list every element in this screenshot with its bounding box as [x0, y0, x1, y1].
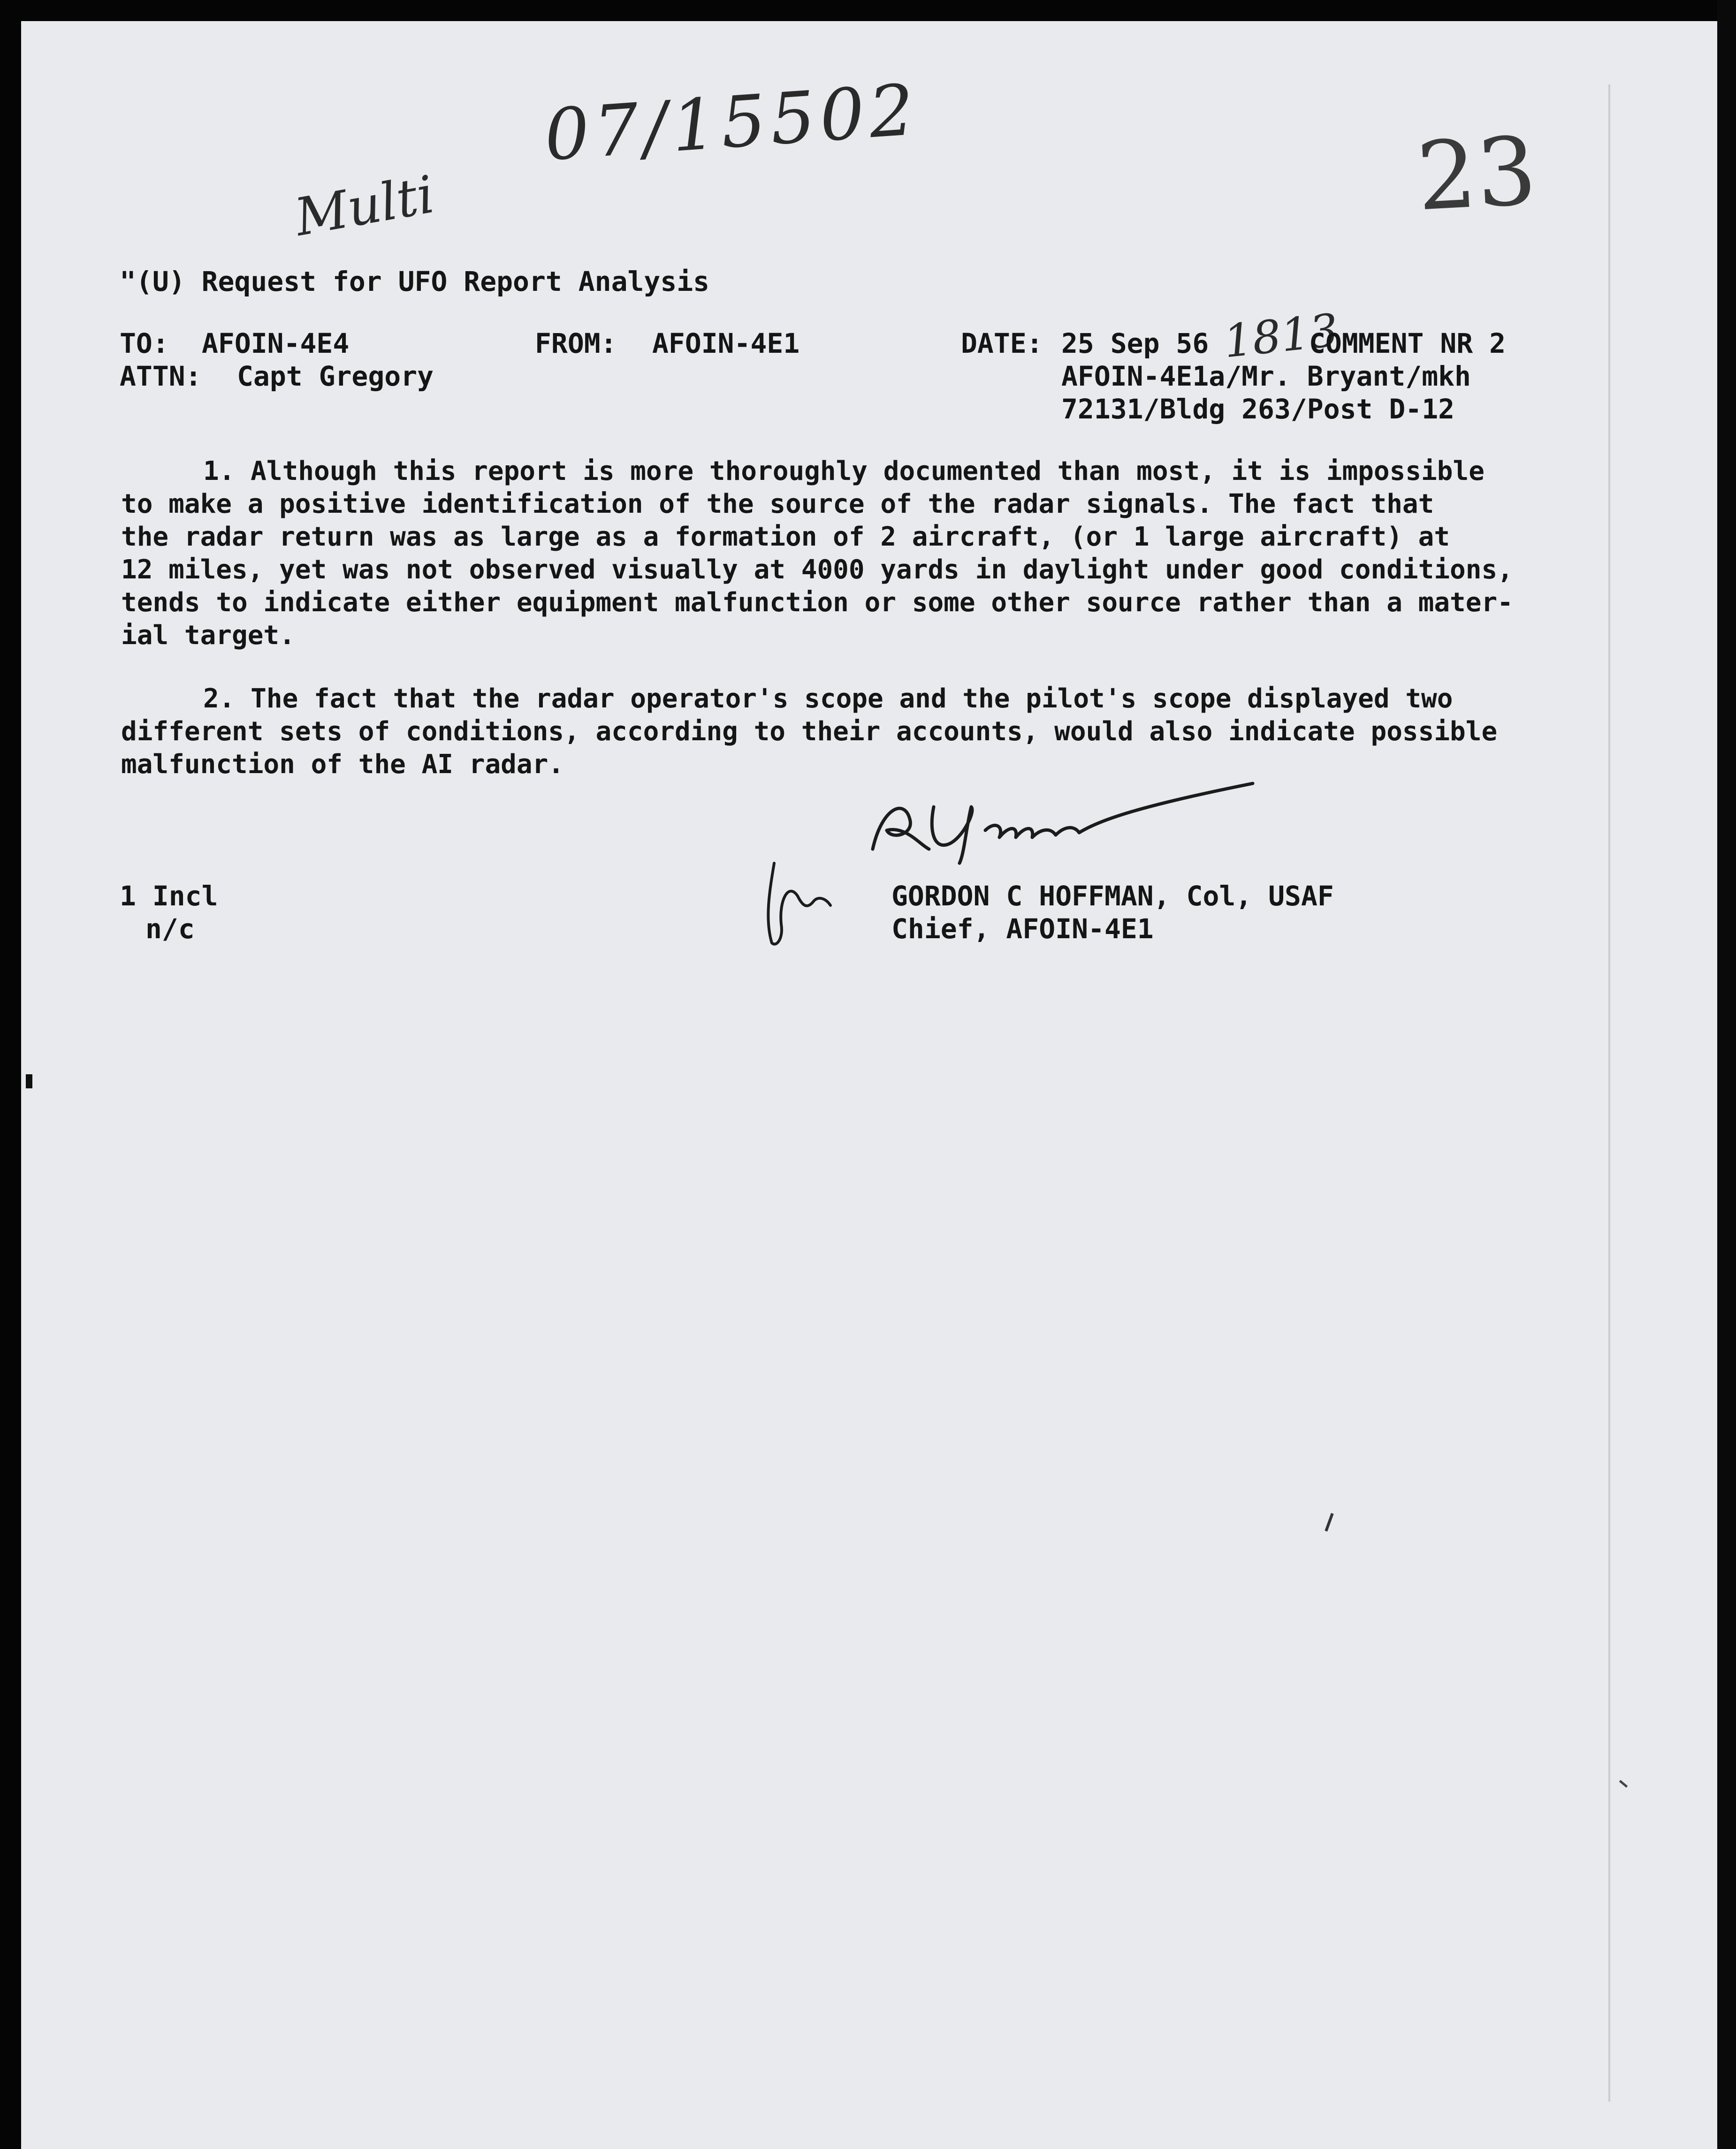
- comment-number: COMMENT NR 2: [1309, 327, 1506, 359]
- paragraph-line: 2. The fact that the radar operator's scope and the pilot's scope displayed two: [203, 683, 1453, 714]
- handwritten-signature-name: [934, 765, 1029, 786]
- paragraph-line: the radar return was as large as a formation of 2 aircraft, (or 1 large aircraft) at: [121, 522, 1450, 552]
- scan-speck: [1325, 1513, 1333, 1532]
- to-label: TO:: [120, 327, 169, 359]
- scan-speck: [26, 1074, 32, 1088]
- handwritten-date-annotation: 1813: [1221, 304, 1341, 368]
- subject-line: "(U) Request for UFO Report Analysis: [120, 266, 710, 297]
- handwritten-margin-note: Multi: [290, 164, 439, 248]
- to-value: AFOIN-4E4: [202, 327, 350, 359]
- enclosure-count: 1 Incl: [120, 880, 218, 912]
- paragraph-line: ial target.: [121, 620, 295, 651]
- handwritten-for-mark: [765, 882, 792, 904]
- handwritten-file-number: 07/15502: [541, 69, 921, 177]
- attn-label: ATTN:: [120, 360, 202, 392]
- paragraph-line: 12 miles, yet was not observed visually at 4000 yards in daylight under good conditions,: [121, 554, 1513, 585]
- signature-scrawl: [854, 779, 1276, 873]
- enclosure-note: n/c: [145, 913, 195, 945]
- paragraph-line: malfunction of the AI radar.: [121, 749, 564, 780]
- paragraph-line: tends to indicate either equipment malfunction or some other source rather than a mater-: [121, 587, 1513, 618]
- paragraph-2: [121, 683, 1566, 781]
- signer-title: Chief, AFOIN-4E1: [891, 913, 1154, 945]
- paragraph-1: [121, 455, 1566, 652]
- office-symbol-line: AFOIN-4E1a/Mr. Bryant/mkh: [1061, 360, 1471, 392]
- phone-building-line: 72131/Bldg 263/Post D-12: [1061, 393, 1455, 425]
- page-fold-line: [1608, 84, 1610, 2102]
- scan-edge-left: [0, 0, 21, 2149]
- paragraph-line: 1. Although this report is more thoroughly documented than most, it is impossible: [203, 456, 1485, 486]
- scan-edge-right: [1717, 0, 1736, 2149]
- signer-name: GORDON C HOFFMAN, Col, USAF: [891, 880, 1334, 912]
- date-value: 25 Sep 56: [1061, 327, 1209, 359]
- scan-speck: [1619, 1780, 1628, 1788]
- scan-edge-top: [0, 0, 1736, 21]
- attn-value: Capt Gregory: [237, 360, 434, 392]
- paragraph-line: to make a positive identification of the source of the radar signals. The fact that: [121, 489, 1434, 519]
- paragraph-line: different sets of conditions, according to their accounts, would also indicate possible: [121, 716, 1498, 747]
- from-value: AFOIN-4E1: [652, 327, 800, 359]
- date-label: DATE:: [961, 327, 1043, 359]
- handwritten-page-number: 23: [1414, 116, 1539, 232]
- from-label: FROM:: [535, 327, 617, 359]
